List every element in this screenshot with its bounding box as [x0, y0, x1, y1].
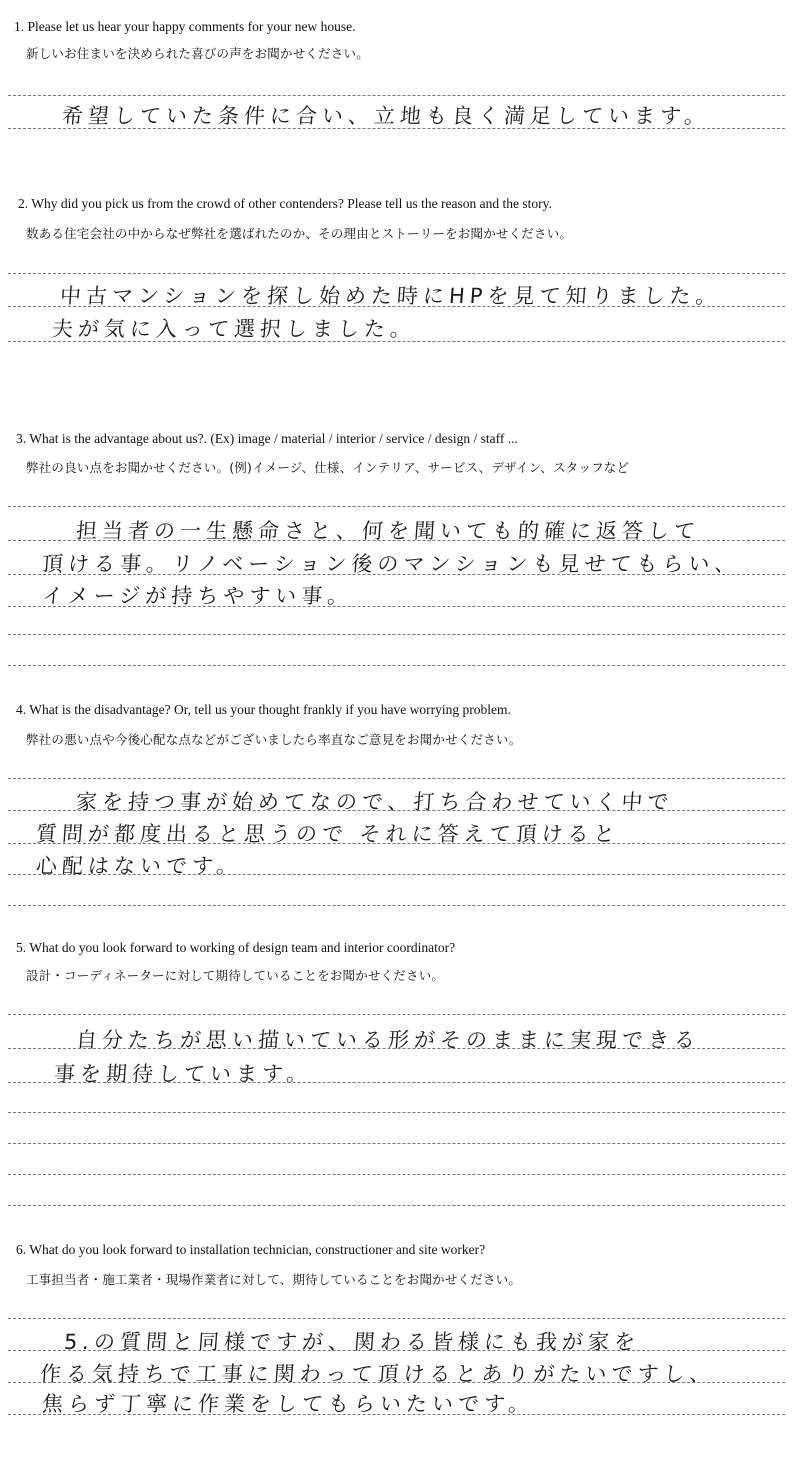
- answer-rule: [8, 506, 785, 507]
- answer-2-line-2: 夫が気に入って選択しました。: [51, 317, 417, 341]
- answer-rule: [8, 606, 785, 607]
- answer-4-line-3: 心配はないです。: [35, 854, 244, 878]
- answer-rule: [8, 778, 785, 779]
- question-6-japanese: 工事担当者・施工業者・現場作業者に対して、期待していることをお聞かせください。: [26, 1272, 522, 1287]
- question-5-japanese: 設計・コーディネーターに対して期待していることをお聞かせください。: [26, 968, 445, 983]
- answer-1-line-1: 希望していた条件に合い、立地も良く満足しています。: [61, 104, 712, 128]
- answer-5-line-1: 自分たちが思い描いている形がそのままに実現できる: [75, 1028, 701, 1052]
- question-1-japanese: 新しいお住まいを決められた喜びの声をお聞かせください。: [26, 46, 369, 61]
- answer-rule: [8, 874, 785, 875]
- question-6-english: 6. What do you look forward to installation technician, constructioner and site worker?: [16, 1242, 486, 1257]
- answer-3-line-1: 担当者の一生懸命さと、何を聞いても的確に返答して: [75, 519, 701, 543]
- answer-rule: [8, 306, 785, 307]
- answer-rule: [8, 1048, 785, 1049]
- answer-rule: [8, 574, 785, 575]
- answer-4-line-2: 質問が都度出ると思うので それに答えて頂けると: [35, 822, 621, 846]
- answer-rule: [8, 843, 785, 844]
- question-4-english: 4. What is the disadvantage? Or, tell us your thought frankly if you have worrying problem.: [16, 702, 511, 717]
- answer-2-line-1: 中古マンションを探し始めた時にHPを見て知りました。: [59, 284, 723, 308]
- question-2-japanese: 数ある住宅会社の中からなぜ弊社を選ばれたのか、その理由とストーリーをお聞かせください。: [26, 226, 573, 241]
- answer-4-line-1: 家を持つ事が始めてなので、打ち合わせていく中で: [75, 790, 675, 814]
- answer-rule: [8, 634, 785, 635]
- answer-rule: [8, 905, 785, 906]
- answer-rule: [8, 1082, 785, 1083]
- answer-rule: [8, 1143, 785, 1144]
- question-1-english: 1. Please let us hear your happy comments for your new house.: [14, 19, 356, 34]
- answer-rule: [8, 1350, 785, 1351]
- answer-6-line-2: 作る気持ちで工事に関わって頂けるとありがたいですし、: [39, 1362, 717, 1386]
- question-5-english: 5. What do you look forward to working of design team and interior coordinator?: [16, 940, 456, 955]
- question-4-japanese: 弊社の悪い点や今後心配な点などがございましたら率直なご意見をお聞かせください。: [26, 732, 522, 747]
- answer-rule: [8, 95, 785, 96]
- answer-rule: [8, 1318, 785, 1319]
- answer-rule: [8, 540, 785, 541]
- answer-6-line-3: 焦らず丁寧に作業をしてもらいたいです。: [41, 1392, 536, 1416]
- answer-rule: [8, 1382, 785, 1383]
- answer-rule: [8, 1112, 785, 1113]
- answer-rule: [8, 1014, 785, 1015]
- answer-3-line-2: 頂ける事。リノベーション後のマンションも見せてもらい、: [41, 552, 742, 576]
- answer-rule: [8, 1205, 785, 1206]
- answer-rule: [8, 665, 785, 666]
- answer-rule: [8, 128, 785, 129]
- answer-rule: [8, 810, 785, 811]
- answer-rule: [8, 273, 785, 274]
- answer-6-line-1: 5.の質問と同様ですが、関わる皆様にも我が家を: [63, 1330, 641, 1354]
- answer-rule: [8, 341, 785, 342]
- answer-rule: [8, 1174, 785, 1175]
- answer-5-line-2: 事を期待しています。: [53, 1062, 314, 1086]
- question-3-english: 3. What is the advantage about us?. (Ex) image / material / interior / service / design / staff ...: [16, 431, 518, 446]
- answer-3-line-3: イメージが持ちやすい事。: [41, 584, 355, 608]
- question-2-english: 2. Why did you pick us from the crowd of other contenders? Please tell us the reason and the story.: [18, 196, 552, 211]
- answer-rule: [8, 1414, 785, 1415]
- question-3-japanese: 弊社の良い点をお聞かせください。(例)イメージ、仕様、インテリア、サービス、デザイン、スタッフなど: [26, 460, 630, 475]
